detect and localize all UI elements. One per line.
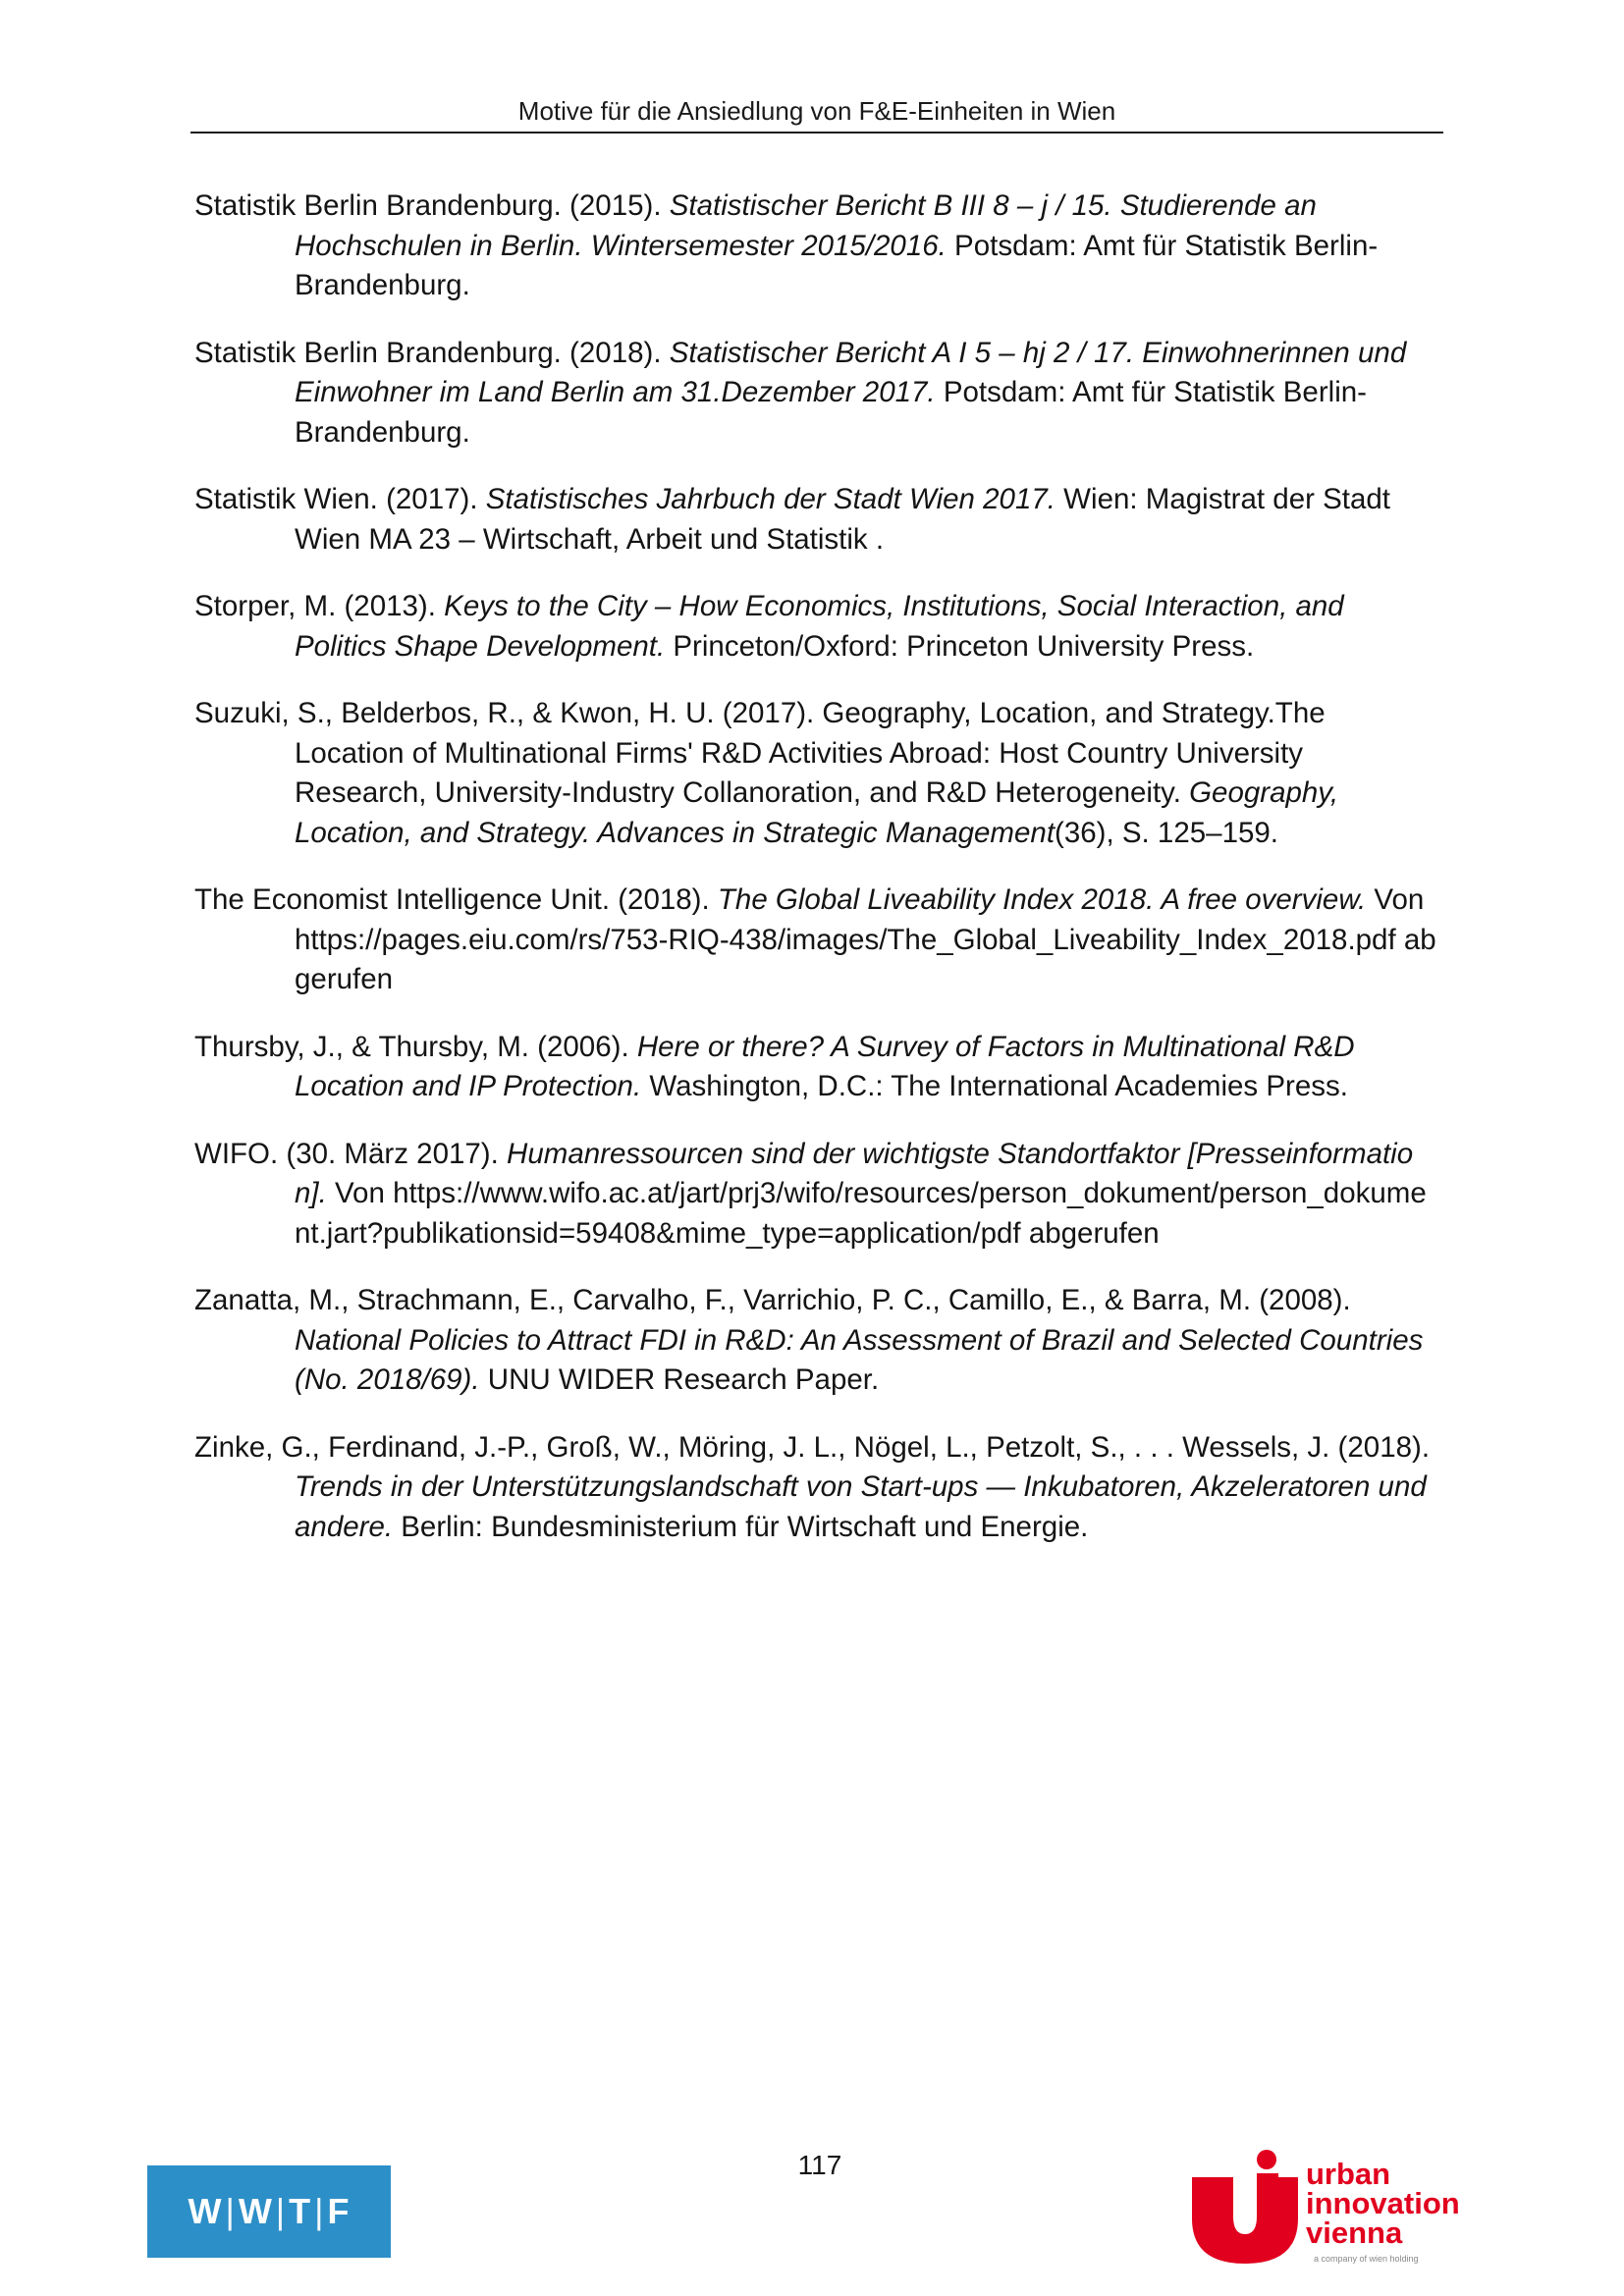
reference-authors: Suzuki, S., Belderbos, R., & Kwon, H. U. (2017). Geography, Location, and Strategy.The Location of Multinational Firms' R&D Activities Abroad: Host Country University Research, University-Industry Collanoration, and R&D Heterogeneity. (194, 697, 1326, 809)
logo-divider: | (314, 2191, 325, 2231)
reference-publisher: Wien: Magistrat der Stadt Wien MA 23 – Wirtschaft, Arbeit und Statistik . (295, 483, 1391, 556)
reference-publisher: UNU WIDER Research Paper. (479, 1363, 880, 1396)
reference-publisher: Berlin: Bundesministerium für Wirtschaft und Energie. (393, 1510, 1089, 1543)
logo-divider: | (225, 2191, 236, 2231)
reference-item (194, 1428, 1439, 1548)
reference-title: Humanressourcen sind der wichtigste Standortfaktor [Presseinformation]. (295, 1137, 1414, 1209)
reference-title: Here or there? A Survey of Factors in Multinational R&D Location and IP Protection. (295, 1030, 1355, 1102)
wwtf-logo-letter: W (238, 2191, 273, 2231)
reference-title: Statistischer Bericht B III 8 – j / 15. Studierende an Hochschulen in Berlin. Wintersemester 2015/2016. (295, 189, 1317, 262)
uiv-logo-tagline: a company of wien holding (1314, 2254, 1419, 2264)
reference-item (194, 1281, 1439, 1401)
reference-authors: Thursby, J., & Thursby, M. (2006). (194, 1030, 637, 1063)
uiv-logo-word: urban (1306, 2157, 1391, 2191)
reference-publisher: Potsdam: Amt für Statistik Berlin-Brandenburg. (295, 229, 1379, 301)
reference-publisher: Washington, D.C.: The International Academies Press. (641, 1070, 1348, 1102)
logo-divider: | (275, 2191, 287, 2231)
reference-authors: WIFO. (30. März 2017). (194, 1137, 508, 1170)
reference-title: Geography, Location, and Strategy. Advances in Strategic Management (295, 776, 1339, 849)
reference-item (194, 694, 1439, 853)
reference-title: Keys to the City – How Economics, Institutions, Social Interaction, and Politics Shape Development. (295, 590, 1344, 663)
reference-authors: Statistik Berlin Brandenburg. (2018). (194, 336, 670, 369)
reference-publisher: Von https://pages.eiu.com/rs/753-RIQ-438/images/The_Global_Liveability_Index_2018.pdf abgerufen (295, 883, 1436, 995)
reference-item (194, 881, 1439, 1000)
reference-title: Statistisches Jahrbuch der Stadt Wien 2017. (485, 483, 1056, 515)
uiv-logo-mark (1192, 2177, 1298, 2264)
reference-authors: Zinke, G., Ferdinand, J.-P., Groß, W., Möring, J. L., Nögel, L., Petzolt, S., . . . Wessels, J. (2018). (194, 1430, 1431, 1464)
reference-item (194, 187, 1439, 306)
wwtf-logo (147, 2165, 391, 2258)
reference-authors: Zanatta, M., Strachmann, E., Carvalho, F., Varrichio, P. C., Camillo, E., & Barra, M. (2008). (194, 1284, 1351, 1316)
wwtf-logo-letter: F (327, 2191, 351, 2231)
reference-title: The Global Liveability Index 2018. A free overview. (717, 883, 1367, 916)
page-header-title: Motive für die Ansiedlung von F&E-Einheiten in Wien (517, 96, 1116, 126)
uiv-logo-dot (1257, 2150, 1276, 2169)
reference-publisher: (36), S. 125–159. (1055, 816, 1278, 849)
reference-authors: The Economist Intelligence Unit. (2018). (194, 883, 718, 916)
reference-item (194, 587, 1439, 667)
reference-publisher: Potsdam: Amt für Statistik Berlin-Brandenburg. (295, 376, 1368, 449)
reference-item (194, 480, 1439, 560)
uiv-logo-wordmark (1306, 2157, 1460, 2250)
uiv-logo-word: vienna (1306, 2216, 1403, 2250)
reference-item (194, 334, 1439, 454)
reference-publisher: Von https://www.wifo.ac.at/jart/prj3/wifo/resources/person_dokument/person_dokument.jart?publikationsid=59408&mime_type=application/pdf abgerufen (295, 1177, 1427, 1250)
reference-title: National Policies to Attract FDI in R&D: An Assessment of Brazil and Selected Countries (No. 2018/69). (295, 1323, 1424, 1396)
reference-authors: Statistik Berlin Brandenburg. (2015). (194, 189, 670, 222)
header-rule (190, 132, 1443, 133)
reference-list (194, 187, 1439, 1575)
uiv-logo-word: innovation (1306, 2186, 1460, 2220)
reference-item (194, 1135, 1439, 1255)
wwtf-logo-letter: T (289, 2191, 312, 2231)
reference-title: Trends in der Unterstützungslandschaft von Start-ups — Inkubatoren, Akzeleratoren und andere. (295, 1470, 1427, 1543)
wwtf-logo-letter: W (188, 2191, 223, 2231)
reference-item (194, 1028, 1439, 1107)
reference-title: Statistischer Bericht A I 5 – hj 2 / 17. Einwohnerinnen und Einwohner im Land Berlin am 31.Dezember 2017. (295, 336, 1407, 408)
reference-authors: Statistik Wien. (2017). (194, 483, 486, 515)
reference-publisher: Princeton/Oxford: Princeton University Press. (665, 629, 1255, 663)
page-number: 117 (797, 2150, 842, 2180)
reference-authors: Storper, M. (2013). (194, 590, 445, 622)
